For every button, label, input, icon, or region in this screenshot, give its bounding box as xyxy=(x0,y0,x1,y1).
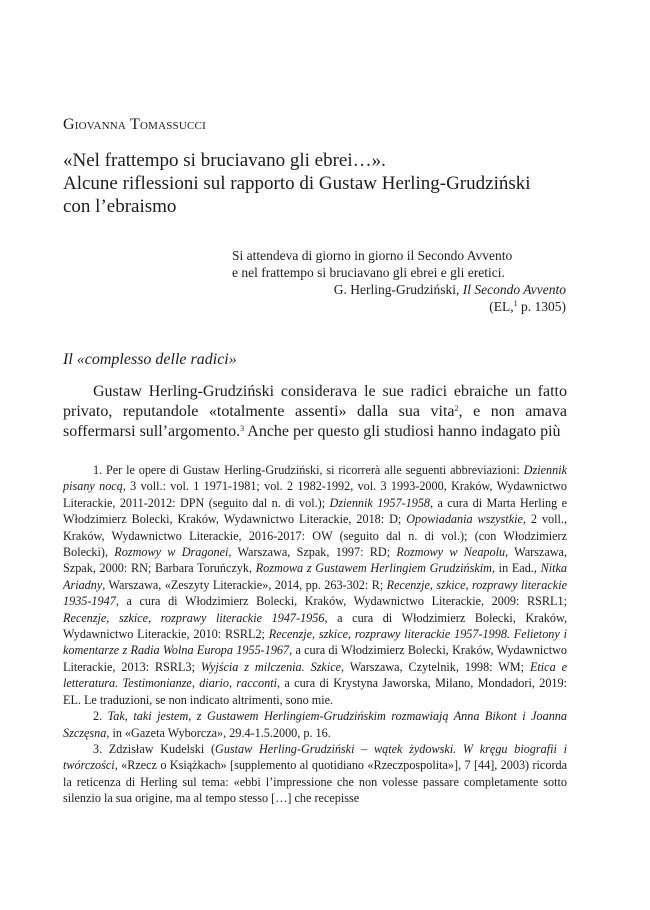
epigraph-ref-close: p. 1305) xyxy=(517,299,566,314)
body-paragraph xyxy=(63,382,567,442)
fn3-text: 3. Zdzisław Kudelski ( xyxy=(93,741,216,756)
footnote-2 xyxy=(63,708,567,741)
fn1-text: , Warszawa, «Zeszyty Literackie», 2014, pp. 263-302: R; xyxy=(102,577,387,592)
footnote-marker-3: 3 xyxy=(240,424,245,433)
body-text-part-3: Anche per questo gli studiosi hanno indagato più xyxy=(244,423,561,440)
epigraph xyxy=(232,247,566,315)
fn1-title: Opowiadania wszystkie xyxy=(406,512,523,527)
fn3-text: , «Rzecz o Książkach» [supplemento al quotidiano «Rzeczpospolita»], 7 [44], 2003) ricorda la reticenza di Herling sul tema: «ebbi l’impressione che non volesse passare completamente sotto silenzio la sua origine, ma al tempo stesso […] che recepisse xyxy=(63,758,567,806)
title-line-2: Alcune riflessioni sul rapporto di Gustaw Herling-Grudziński xyxy=(63,173,531,194)
fn2-text: , in «Gazeta Wyborcza», 29.4-1.5.2000, p. 16. xyxy=(106,725,331,740)
epigraph-line-2: e nel frattempo si bruciavano gli ebrei e gli eretici. xyxy=(232,265,505,280)
title-line-3: con l’ebraismo xyxy=(63,196,177,217)
footnotes xyxy=(63,462,567,807)
fn1-text: , 3 voll.: vol. 1 1971-1981; vol. 2 1982-1992, vol. 3 1993-2000, Kraków, Wydawnictwo Literackie, 2011-2012: DPN (seguito dal n. di vol.); xyxy=(63,479,568,510)
footnote-1 xyxy=(63,462,567,708)
fn1-title: Rozmowy w Dragonei xyxy=(114,545,229,560)
fn1-text: , in Ead., xyxy=(491,561,541,576)
body-text xyxy=(63,382,567,442)
fn1-text: , Warszawa, Szpak, 1997: RD; xyxy=(228,545,397,560)
fn1-title: Dziennik 1957-1958 xyxy=(329,495,431,510)
fn1-title: Rozmowa z Gustawem Herlingiem Grudzińskim xyxy=(255,561,492,576)
fn1-title: Rozmowy w Neapolu xyxy=(396,545,506,560)
fn2-title: Tak, taki jestem, z Gustawem Herlingiem-Grudzińskim rozmawiają Anna Bikont i Joanna Szczęsna xyxy=(63,709,567,740)
fn1-title: Etica e letteratura. Testimonianze, diario, racconti xyxy=(63,659,567,691)
epigraph-source xyxy=(232,281,566,298)
fn1-text: , a cura di Marta Herling e Włodzimierz Bolecki, Kraków, Wydawnictwo Literackie, 2018: D; xyxy=(63,495,567,527)
epigraph-ref-open: (EL, xyxy=(489,299,514,314)
fn1-text: , a cura di Włodzimierz Bolecki, Kraków, Wydawnictwo Literackie, 2009: RSRL1; xyxy=(115,594,567,609)
footnote-marker-1: 1 xyxy=(513,299,518,308)
body-text-part-1: Gustaw Herling-Grudziński considerava le sue radici ebraiche un fatto privato, reputandole «totalmente assenti» dalla sua vita xyxy=(63,383,567,420)
fn1-text: 1. Per le opere di Gustaw Herling-Grudziński, si ricorrerà alle seguenti abbreviazioni: xyxy=(93,463,524,477)
fn1-text: , Warszawa, Szpak, 2000: RN; Barbara Toruńczyk, xyxy=(63,545,567,576)
footnote-3 xyxy=(63,741,567,807)
fn1-text: , a cura di Włodzimierz Bolecki, Kraków, Wydawnictwo Literackie, 2013: RSRL3; xyxy=(63,643,568,674)
fn2-text: 2. xyxy=(93,709,108,724)
body-text-part-2: , e non amava soffermarsi sull’argomento. xyxy=(63,403,567,440)
fn1-title: Recenzje, szkice, rozprawy literackie 1935-1947 xyxy=(63,577,567,609)
epigraph-line-1: Si attendeva di giorno in giorno il Secondo Avvento xyxy=(232,248,513,263)
fn1-title: Nitka Ariadny xyxy=(63,561,568,592)
fn1-title: Recenzje, szkice, rozprawy literackie 1957-1998. Felietony i komentarze z Radia Wolna Europa 1955-1967 xyxy=(63,627,567,658)
article-title xyxy=(63,149,583,218)
fn1-title: Dziennik pisany nocą xyxy=(63,463,567,494)
fn1-text: , a cura di Krystyna Jaworska, Milano, Mondadori, 2019: EL. Le traduzioni, se non indicato altrimenti, sono mie. xyxy=(63,676,567,707)
fn1-text: , Warszawa, Czytelnik, 1998: WM; xyxy=(341,659,530,674)
author-name: Giovanna Tomassucci xyxy=(63,116,206,133)
epigraph-reference xyxy=(232,298,566,315)
fn1-text: , a cura di Włodzimierz Bolecki, Kraków, Wydawnictwo Literackie, 2010: RSRL2; xyxy=(63,610,568,642)
title-line-1: «Nel frattempo si bruciavano gli ebrei…». xyxy=(63,150,386,171)
fn3-title: Gustaw Herling-Grudziński – wątek żydowski. W kręgu biografii i twórczości xyxy=(63,741,567,773)
fn1-text: , 2 voll., Kraków, Wydawnictwo Literackie, 2016-2017: OW (seguito dal n. di vol.); (con Włodzimierz Bolecki), xyxy=(63,512,567,560)
epigraph-source-work: Il Secondo Avvento xyxy=(462,282,566,297)
fn1-title: Wyjścia z milczenia. Szkice xyxy=(200,659,342,674)
fn1-title: Recenzje, szkice, rozprawy literackie 1947-1956 xyxy=(63,610,325,625)
section-heading: Il «complesso delle radici» xyxy=(63,351,237,368)
footnote-marker-2: 2 xyxy=(454,404,459,413)
epigraph-source-author: G. Herling-Grudziński, xyxy=(333,282,463,297)
